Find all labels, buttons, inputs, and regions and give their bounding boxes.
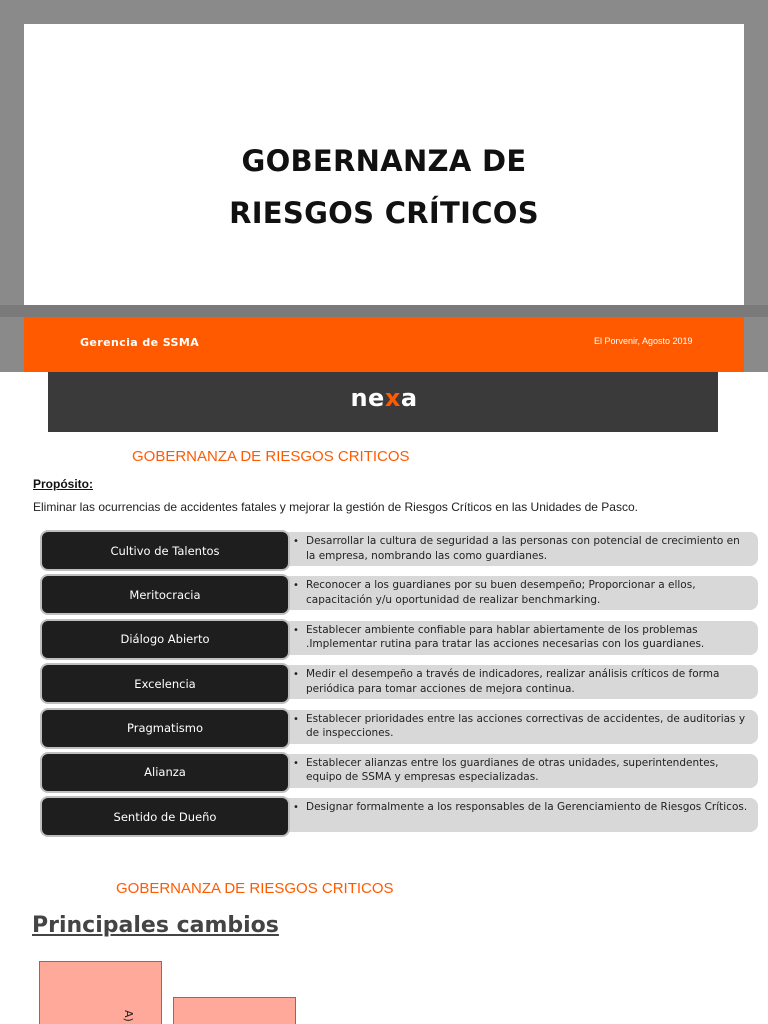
change-box-1-label: A) <box>122 1010 135 1022</box>
changes-slide-title: GOBERNANZA DE RIESGOS CRITICOS <box>116 880 394 897</box>
value-row <box>40 752 720 793</box>
values-list <box>40 530 748 841</box>
value-description-box <box>280 621 758 655</box>
value-description: Reconocer a los guardianes por su buen desempeño; Proporcionar a ellos, capacitación y/u oportunidad de realizar benchmarking. <box>306 579 696 606</box>
value-description-box <box>280 754 758 788</box>
change-box-1 <box>39 961 162 1024</box>
value-name: Meritocracia <box>40 574 290 615</box>
bullet-icon: • <box>293 713 299 725</box>
value-description-box <box>280 665 758 699</box>
value-name: Diálogo Abierto <box>40 619 290 660</box>
change-box-2 <box>173 997 296 1024</box>
value-description-box <box>280 710 758 744</box>
purpose-label: Propósito: <box>33 477 93 491</box>
bullet-icon: • <box>293 669 299 681</box>
value-description: Designar formalmente a los responsables de la Gerenciamiento de Riesgos Críticos. <box>306 801 748 814</box>
logo-part-2: x <box>384 384 401 412</box>
date-label: El Porvenir, Agosto 2019 <box>594 336 693 346</box>
value-description: Medir el desempeño a través de indicadores, realizar análisis críticos de forma periódica para tomar acciones de mejora continua. <box>306 668 720 695</box>
cover-title-line2: RIESGOS CRÍTICOS <box>229 196 539 230</box>
value-description-box <box>280 532 758 566</box>
value-description: Desarrollar la cultura de seguridad a las personas con potencial de crecimiento en la empresa, nombrando las como guardianes. <box>306 535 740 562</box>
value-description-box <box>280 798 758 832</box>
value-row <box>40 574 720 615</box>
bullet-icon: • <box>293 624 299 636</box>
value-description-box <box>280 576 758 610</box>
bullet-icon: • <box>293 580 299 592</box>
value-description: Establecer ambiente confiable para hablar abiertamente de los problemas .Implementar rutina para tratar las acciones necesarias con los guardianes. <box>306 623 705 651</box>
department-label: Gerencia de SSMA <box>80 336 200 349</box>
logo-part-3: a <box>400 384 418 412</box>
value-description: Establecer alianzas entre los guardianes de otras unidades, superintendentes, equipo de SSMA y empresas especializadas. <box>306 756 719 784</box>
value-name: Sentido de Dueño <box>40 796 290 837</box>
bullet-icon: • <box>293 757 299 769</box>
value-name: Alianza <box>40 752 290 793</box>
cover-title-line1: GOBERNANZA DE <box>241 144 527 178</box>
value-name: Pragmatismo <box>40 708 290 749</box>
changes-heading: Principales cambios <box>32 913 279 938</box>
cover-grey-strip <box>0 305 768 317</box>
value-row <box>40 619 720 660</box>
values-slide-title: GOBERNANZA DE RIESGOS CRITICOS <box>132 448 410 465</box>
value-row <box>40 796 748 837</box>
value-row <box>40 530 740 571</box>
bullet-icon: • <box>293 802 299 814</box>
nexa-logo <box>0 384 768 412</box>
value-description: Establecer prioridades entre las acciones correctivas de accidentes, de auditorias y de inspecciones. <box>306 712 746 740</box>
bullet-icon: • <box>293 536 299 547</box>
cover-title <box>0 135 768 239</box>
value-row <box>40 663 720 704</box>
value-row <box>40 708 746 749</box>
logo-part-1: ne <box>350 384 385 412</box>
value-name: Excelencia <box>40 663 290 704</box>
value-name: Cultivo de Talentos <box>40 530 290 571</box>
purpose-text: Eliminar las ocurrencias de accidentes fatales y mejorar la gestión de Riesgos Críticos en las Unidades de Pasco. <box>33 500 638 514</box>
